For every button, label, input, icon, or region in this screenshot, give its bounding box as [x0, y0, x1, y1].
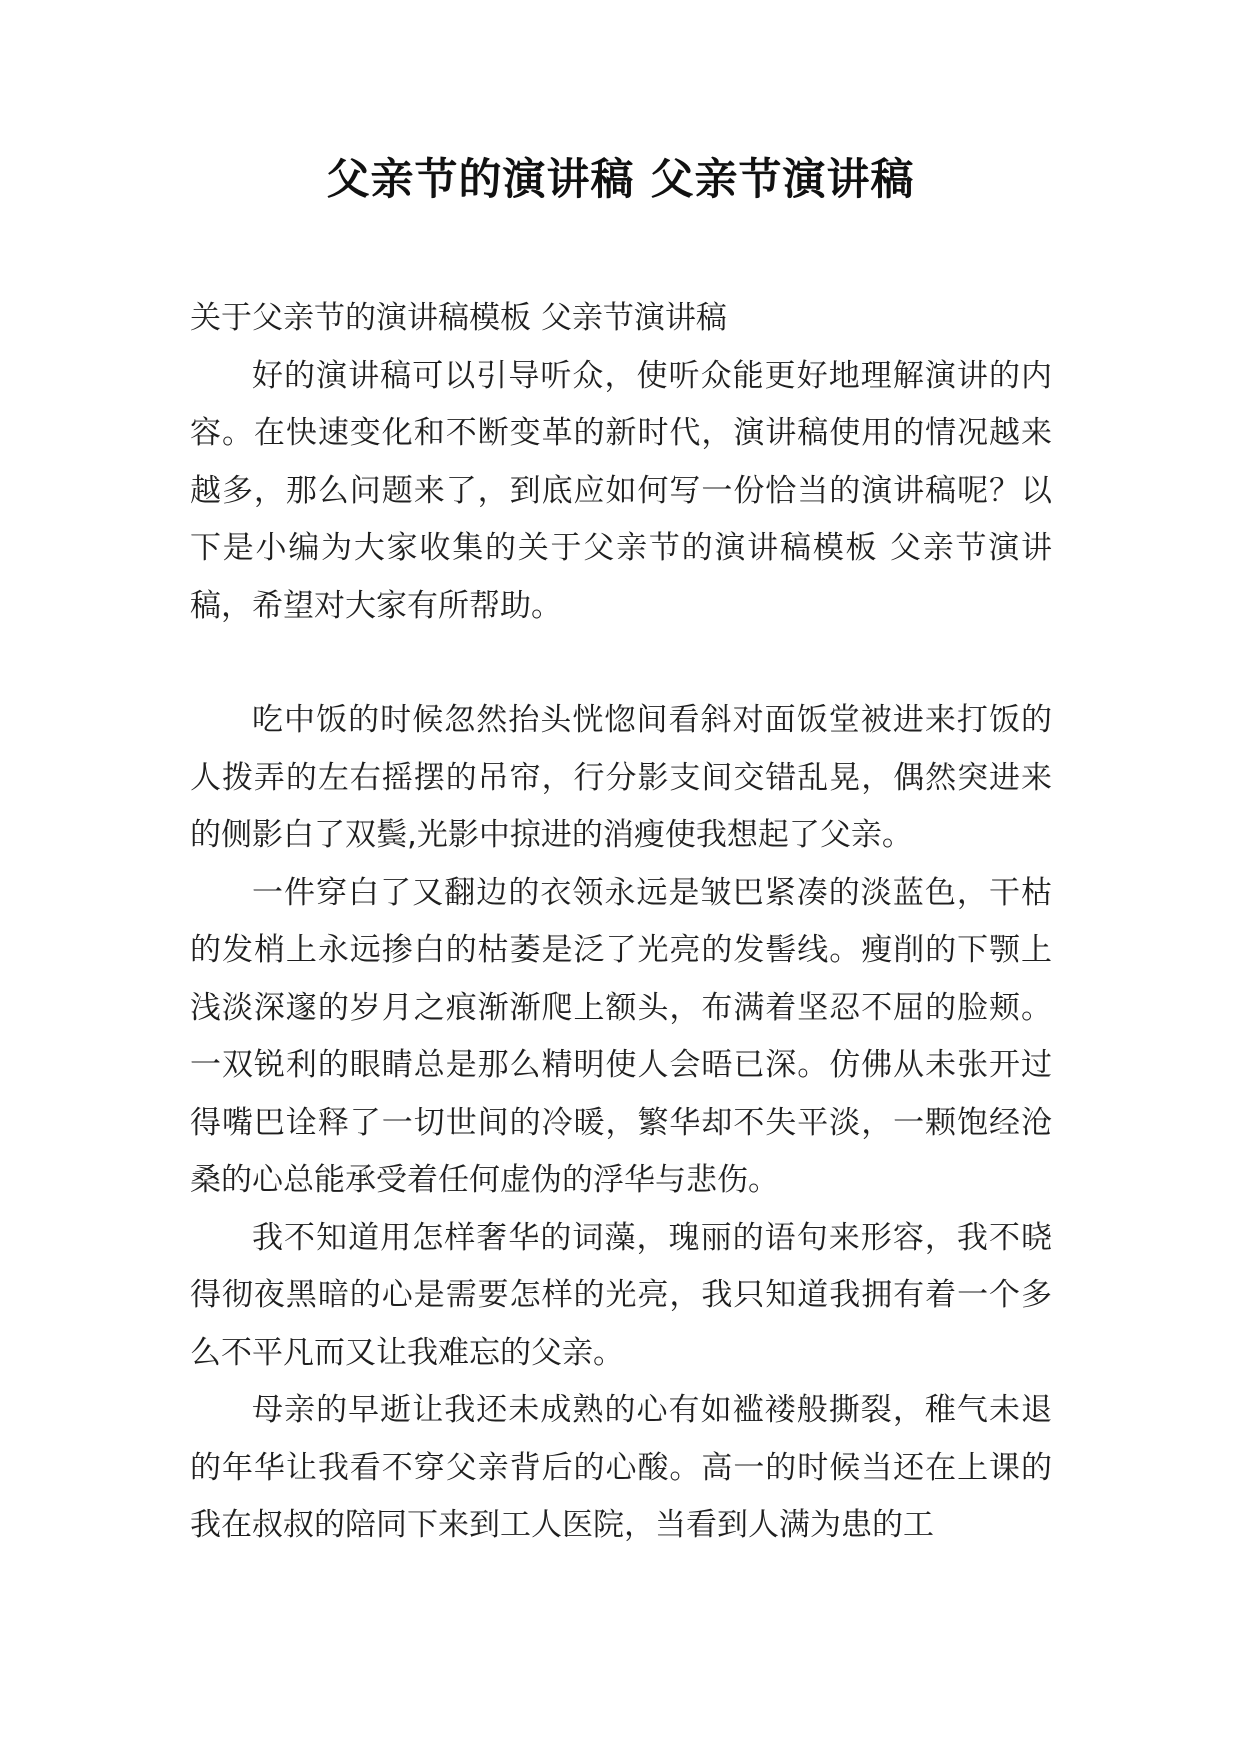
body-paragraph-2: 一件穿白了又翻边的衣领永远是皱巴紧凑的淡蓝色，干枯的发梢上永远掺白的枯萎是泛了光亮的发髻线。瘦削的下颚上浅淡深邃的岁月之痕渐渐爬上额头，布满着坚忍不屈的脸颊。一双锐利的眼睛总是那么精明使人会晤已深。仿佛从未张开过得嘴巴诠释了一切世间的冷暖，繁华却不失平淡，一颗饱经沧桑的心总能承受着任何虚伪的浮华与悲伤。 — [190, 874, 1052, 1198]
document-title: 父亲节的演讲稿 父亲节演讲稿 — [326, 155, 915, 205]
document-body — [190, 290, 1052, 1555]
document-subtitle: 关于父亲节的演讲稿模板 父亲节演讲稿 — [190, 300, 727, 336]
body-paragraph-4: 母亲的早逝让我还未成熟的心有如褴褛般撕裂，稚气未退的年华让我看不穿父亲背后的心酸。高一的时候当还在上课的我在叔叔的陪同下来到工人医院，当看到人满为患的工 — [190, 1392, 1052, 1543]
body-paragraph-1: 吃中饭的时候忽然抬头恍惚间看斜对面饭堂被进来打饭的人拨弄的左右摇摆的吊帘，行分影支间交错乱晃，偶然突进来的侧影白了双鬓,光影中掠进的消瘦使我想起了父亲。 — [190, 702, 1052, 853]
body-paragraph-3: 我不知道用怎样奢华的词藻，瑰丽的语句来形容，我不晓得彻夜黑暗的心是需要怎样的光亮，我只知道我拥有着一个多么不平凡而又让我难忘的父亲。 — [190, 1219, 1052, 1371]
intro-paragraph: 好的演讲稿可以引导听众，使听众能更好地理解演讲的内容。在快速变化和不断变革的新时代，演讲稿使用的情况越来越多，那么问题来了，到底应如何写一份恰当的演讲稿呢？以下是小编为大家收集的关于父亲节的演讲稿模板 父亲节演讲稿，希望对大家有所帮助。 — [190, 357, 1052, 624]
paragraph-spacer — [190, 635, 1052, 692]
